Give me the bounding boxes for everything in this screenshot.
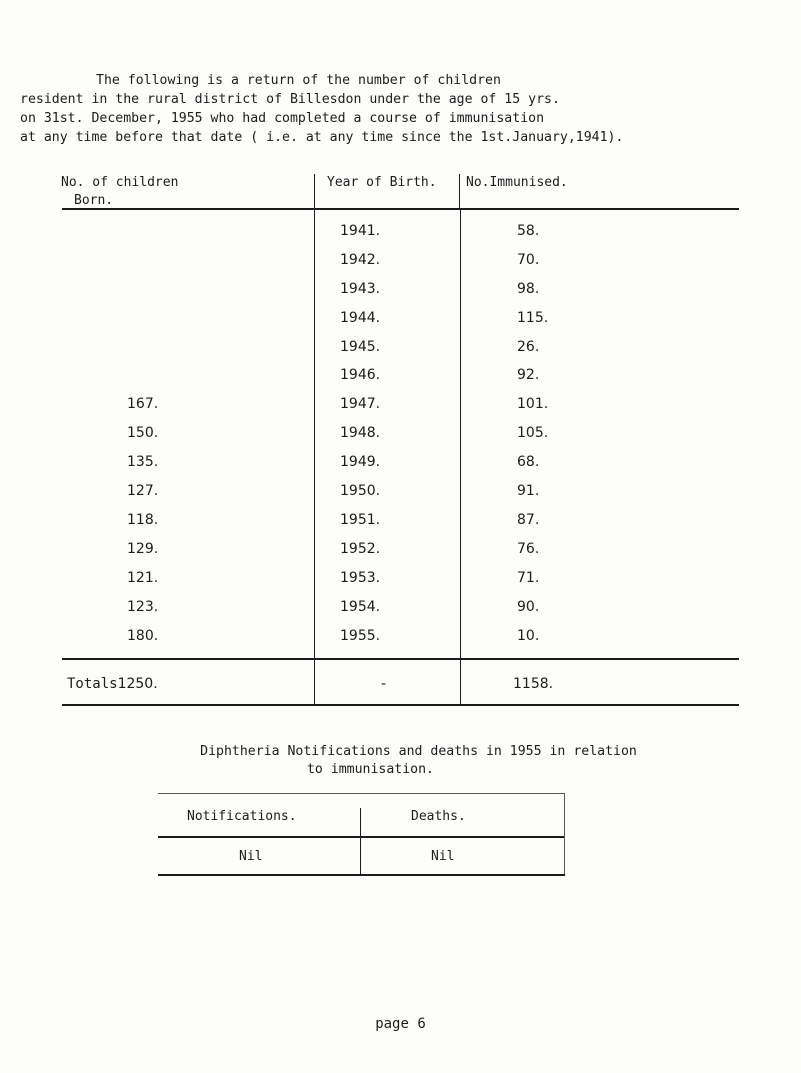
table-cell-born: 118.: [127, 512, 159, 528]
table-cell-year: 1945.: [340, 339, 381, 355]
header-immunised: No.Immunised.: [466, 175, 568, 190]
column-divider: [314, 174, 315, 208]
diphtheria-title-line: Diphtheria Notifications and deaths in 1955 in relation: [200, 744, 637, 759]
table-cell-year: 1942.: [340, 252, 381, 268]
column-divider: [460, 659, 461, 705]
table-cell-year: 1955.: [340, 628, 381, 644]
table-cell-born: 167.: [127, 396, 159, 412]
table-cell-year: 1941.: [340, 223, 381, 239]
table2-top-rule: [158, 793, 564, 794]
intro-line: resident in the rural district of Billesdon under the age of 15 yrs.: [20, 92, 560, 107]
column-divider: [314, 210, 315, 680]
table-cell-year: 1943.: [340, 281, 381, 297]
table-cell-immunised: 98.: [517, 281, 540, 297]
header-children-born: No. of children: [61, 175, 179, 190]
table-cell-immunised: 68.: [517, 454, 540, 470]
header-deaths: Deaths.: [411, 809, 466, 824]
table2-bottom-rule: [158, 874, 565, 876]
table-cell-born: 121.: [127, 570, 159, 586]
column-divider: [360, 808, 361, 875]
table-cell-immunised: 26.: [517, 339, 540, 355]
totals-bottom-rule: [62, 704, 739, 706]
table-cell-year: 1944.: [340, 310, 381, 326]
header-children-born-2: Born.: [74, 193, 114, 208]
table-cell-immunised: 115.: [517, 310, 549, 326]
column-divider: [459, 174, 460, 208]
table-cell-born: 180.: [127, 628, 159, 644]
intro-line: on 31st. December, 1955 who had completed a course of immunisation: [20, 111, 545, 126]
table-cell-born: 135.: [127, 454, 159, 470]
table-cell-immunised: 70.: [517, 252, 540, 268]
table-cell-year: 1950.: [340, 483, 381, 499]
table-cell-immunised: 87.: [517, 512, 540, 528]
table-cell-immunised: 10.: [517, 628, 540, 644]
table-cell-immunised: 71.: [517, 570, 540, 586]
table-cell-born: 129.: [127, 541, 159, 557]
table-cell-year: 1952.: [340, 541, 381, 557]
page-number: page 6: [375, 1016, 426, 1032]
deaths-value: Nil: [431, 849, 455, 864]
table-cell-born: 150.: [127, 425, 159, 441]
totals-born: 1250.: [117, 676, 158, 692]
table-cell-year: 1948.: [340, 425, 381, 441]
intro-line: The following is a return of the number of children: [96, 73, 501, 88]
diphtheria-title-line: to immunisation.: [306, 762, 435, 777]
column-divider: [460, 210, 461, 680]
header-year-of-birth: Year of Birth.: [327, 175, 437, 190]
table-cell-immunised: 101.: [517, 396, 549, 412]
totals-immunised: 1158.: [513, 676, 554, 692]
table-cell-year: 1946.: [340, 367, 381, 383]
table-cell-immunised: 105.: [517, 425, 549, 441]
totals-year: -: [381, 676, 387, 692]
table-cell-born: 123.: [127, 599, 159, 615]
table2-right-rule: [564, 793, 565, 876]
column-divider: [314, 659, 315, 705]
table-cell-immunised: 90.: [517, 599, 540, 615]
header-rule: [62, 208, 739, 210]
table-cell-immunised: 76.: [517, 541, 540, 557]
table-cell-year: 1947.: [340, 396, 381, 412]
table-cell-immunised: 91.: [517, 483, 540, 499]
table-cell-born: 127.: [127, 483, 159, 499]
table-cell-immunised: 92.: [517, 367, 540, 383]
diphtheria-title: [0, 743, 801, 779]
totals-top-rule: [62, 658, 739, 660]
table2-header-rule: [158, 836, 564, 838]
table-cell-year: 1953.: [340, 570, 381, 586]
table-cell-year: 1954.: [340, 599, 381, 615]
header-notifications: Notifications.: [187, 809, 297, 824]
intro-line: at any time before that date ( i.e. at any time since the 1st.January,1941).: [20, 130, 624, 145]
table-cell-year: 1949.: [340, 454, 381, 470]
notifications-value: Nil: [239, 849, 263, 864]
table-cell-immunised: 58.: [517, 223, 540, 239]
table-cell-year: 1951.: [340, 512, 381, 528]
totals-label: Totals1250.: [67, 676, 158, 692]
